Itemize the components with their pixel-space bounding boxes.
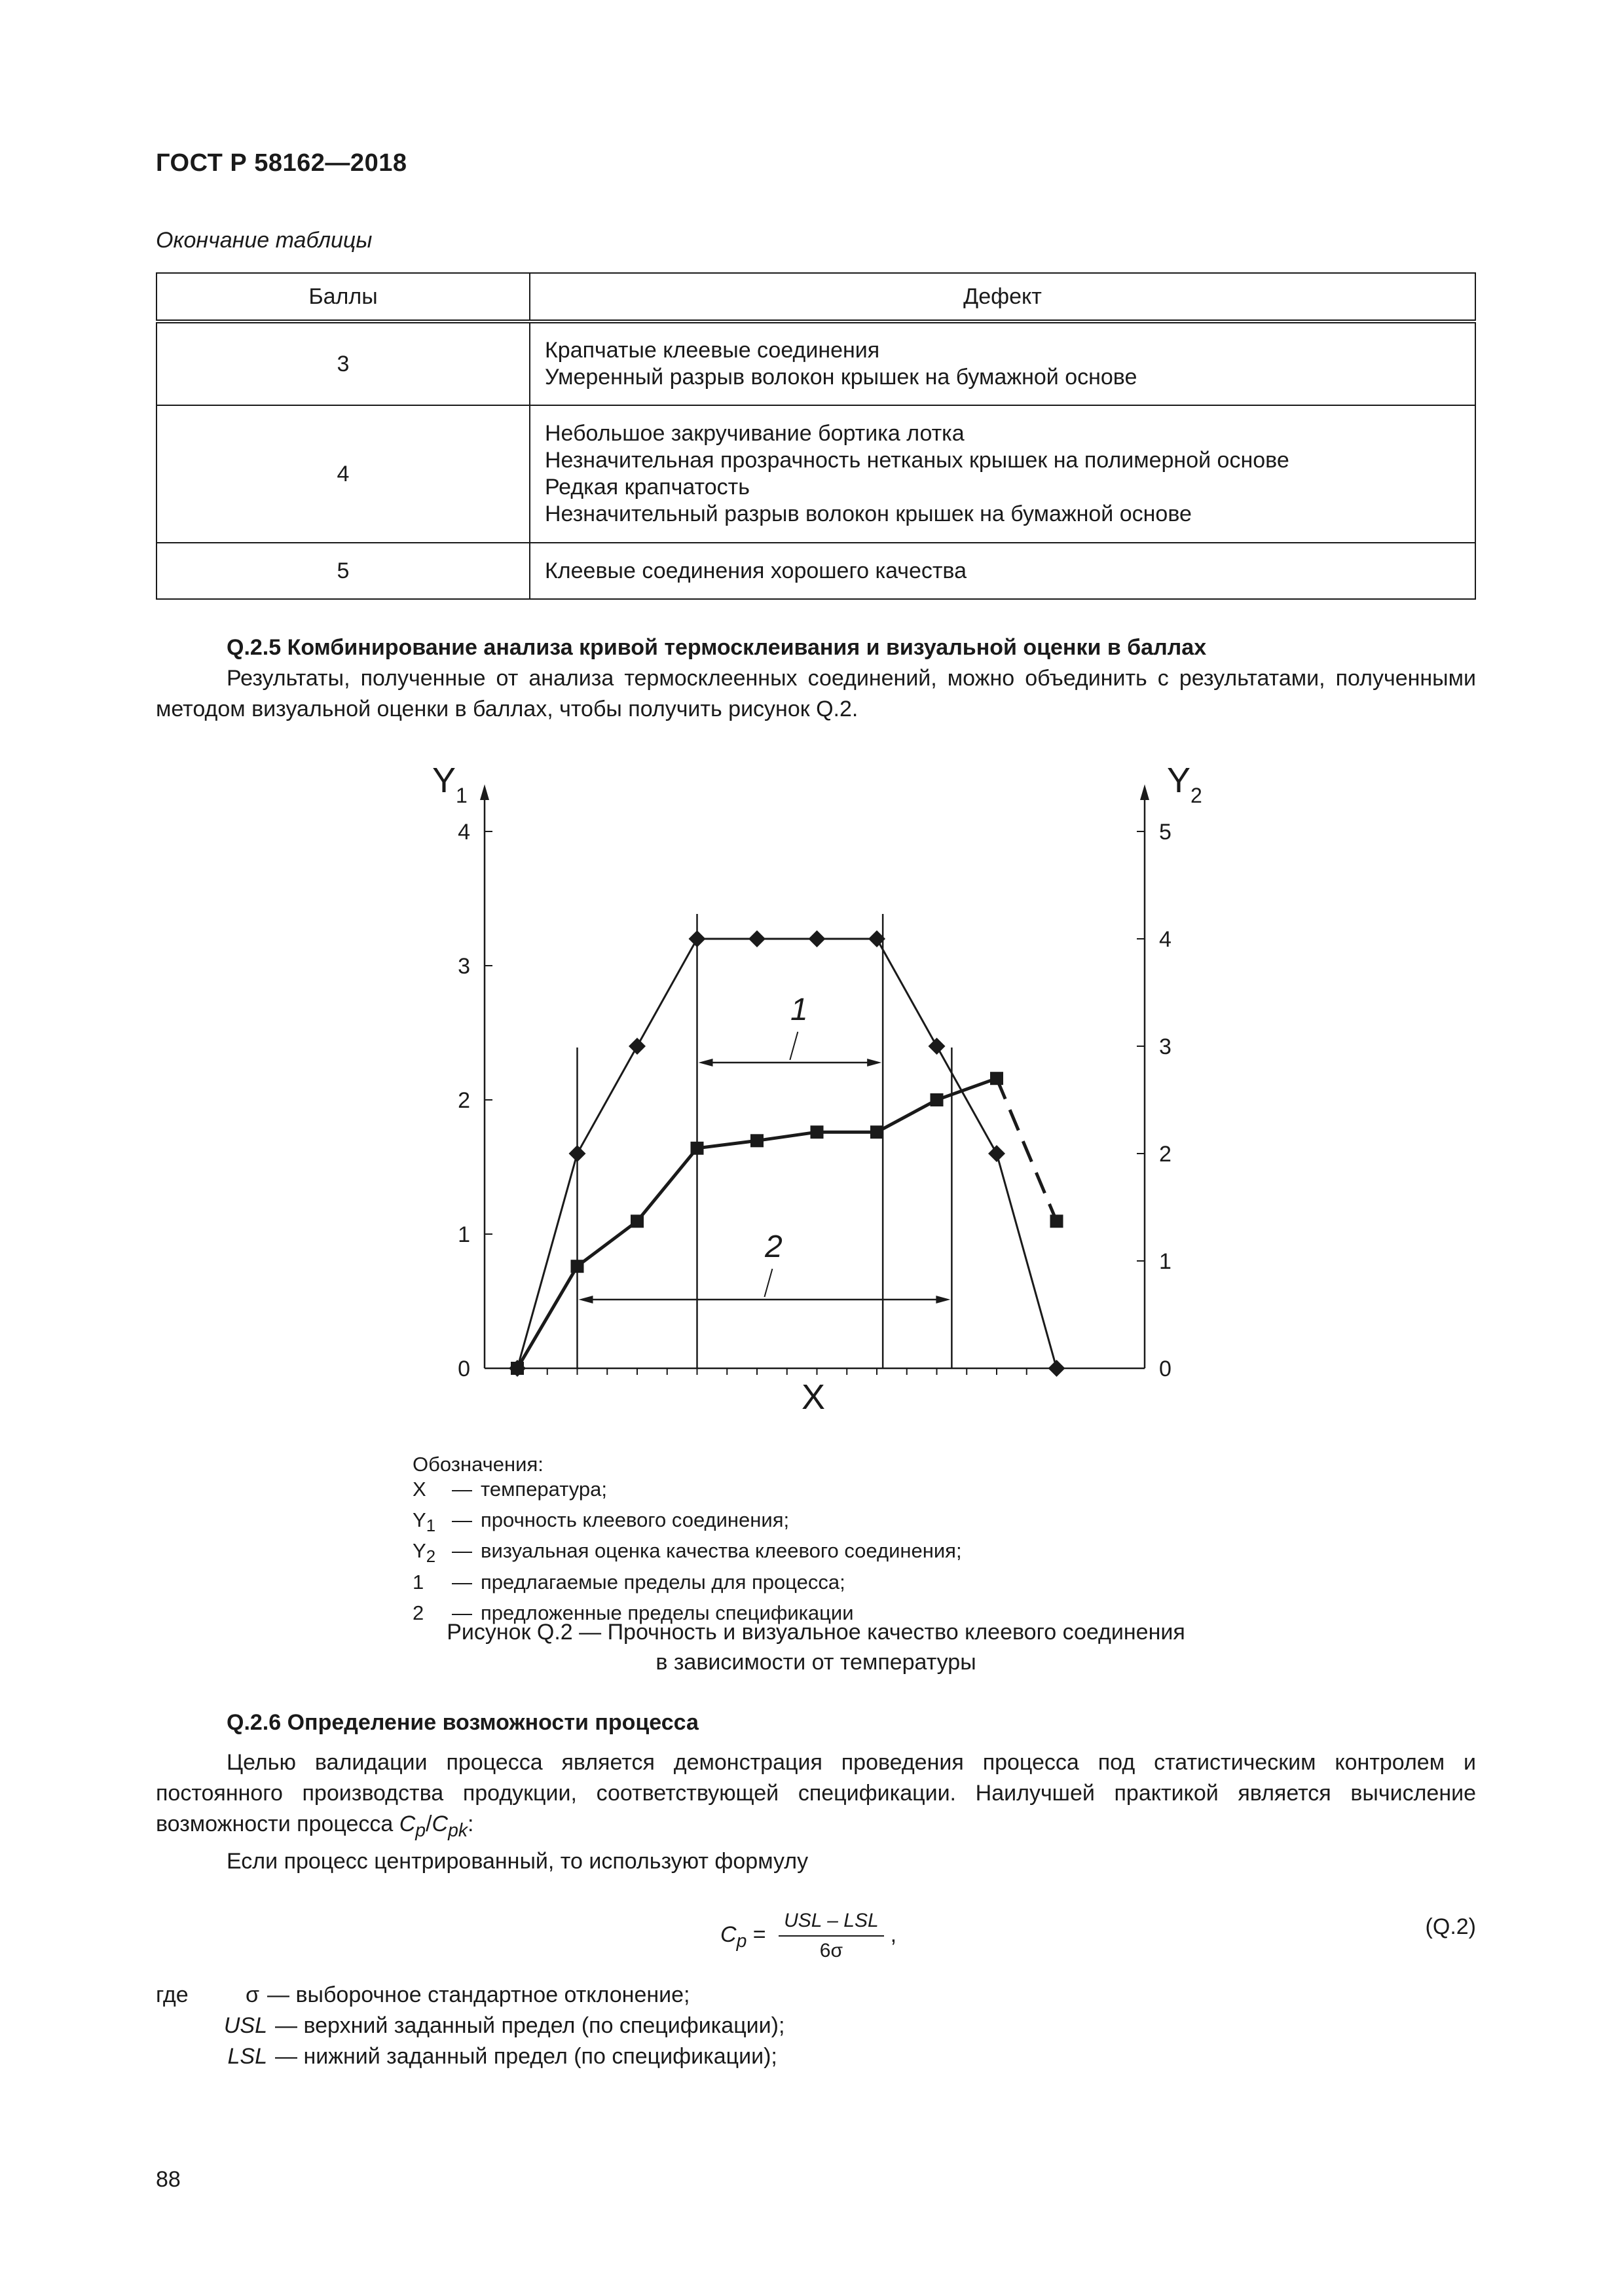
quality-dashed-line — [997, 1078, 1057, 1221]
legend-symbol: Y — [413, 1508, 426, 1532]
x-axis-label: X — [801, 1377, 826, 1417]
section-heading: Q.2.5 Комбинирование анализа кривой термосклеивания и визуальной оценки в баллах — [227, 635, 1207, 660]
score-cell: 3 — [157, 321, 530, 405]
limit-arrowhead — [867, 1059, 881, 1066]
legend-item: $Y_2$ — визуальная оценка качества клеевого соединения; — [413, 1539, 962, 1569]
legend-symbol: Y — [413, 1539, 426, 1563]
legend-symbol-sub: 2 — [426, 1548, 436, 1567]
quality-line — [517, 1078, 997, 1368]
y2-tick-label: 3 — [1159, 1034, 1172, 1059]
y2-tick-label: 2 — [1159, 1142, 1172, 1167]
quality-point — [511, 1362, 524, 1375]
definition-text: нижний заданный предел (по спецификации); — [303, 2044, 777, 2069]
formula-lhs: $C_p$ — [720, 1922, 747, 1952]
document-header: ГОСТ Р 58162—2018 — [156, 149, 407, 177]
cpk-symbol: $C_{pk}$ — [432, 1812, 468, 1841]
strength-line — [517, 939, 1057, 1368]
y2-tick-label: 1 — [1159, 1249, 1172, 1274]
strength-point — [929, 1038, 946, 1055]
chart-marks — [458, 820, 1172, 1381]
quality-point — [1050, 1214, 1063, 1228]
definition-row: где σ — выборочное стандартное отклонение; — [156, 1980, 784, 2011]
chart-legend — [413, 1452, 962, 1631]
where-lead: где — [156, 1982, 189, 2007]
strength-point — [569, 1145, 586, 1162]
y1-tick-label: 2 — [458, 1088, 470, 1113]
quality-point — [631, 1214, 644, 1228]
quality-point — [691, 1142, 704, 1155]
score-cell: 5 — [157, 543, 530, 599]
limit-arrowhead — [936, 1296, 950, 1303]
legend-item: 2 — предложенные пределы спецификации — [413, 1601, 962, 1631]
strength-point — [748, 930, 766, 947]
figure-caption-line: Рисунок Q.2 — Прочность и визуальное качество клеевого соединения — [447, 1620, 1185, 1645]
column-header-score: Баллы — [157, 273, 530, 321]
y2-tick-label: 4 — [1159, 927, 1172, 952]
legend-text: температура; — [481, 1478, 608, 1501]
legend-text: предлагаемые пределы для процесса; — [481, 1570, 845, 1594]
legend-item: X — температура; — [413, 1477, 962, 1508]
strength-point — [1048, 1360, 1065, 1377]
definition-row: LSL — нижний заданный предел (по спецификации); — [156, 2041, 784, 2072]
definition-text: выборочное стандартное отклонение; — [295, 1982, 690, 2007]
formula-denominator: 6σ — [819, 1940, 843, 1961]
defect-text: Незначительная прозрачность нетканых крышек на полимерной основе — [545, 448, 1289, 473]
defect-text: Незначительный разрыв волокон крышек на бумажной основе — [545, 501, 1192, 526]
y1-tick-label: 3 — [458, 954, 470, 979]
legend-title: Обозначения: — [413, 1453, 544, 1476]
defect-text: Редкая крапчатость — [545, 475, 750, 500]
defect-text: Небольшое закручивание бортика лотка — [545, 421, 965, 446]
chart-axes — [480, 784, 1149, 1368]
paragraph-text: Целью валидации процесса является демонстрация проведения процесса под статистическим контролем и постоянного производства продукции, соответствующей спецификации. Наилучшей практикой является вычисление возможности процесса — [156, 1750, 1476, 1836]
formula-definitions — [156, 1980, 784, 2072]
defect-text: Умеренный разрыв волокон крышек на бумажной основе — [545, 365, 1137, 390]
strength-point — [988, 1145, 1005, 1162]
y2-axis-arrow — [1140, 784, 1149, 800]
defect-text: Крапчатые клеевые соединения — [545, 338, 880, 363]
section-q26 — [156, 1707, 1476, 1877]
figure-caption — [156, 1617, 1476, 1677]
quality-point — [931, 1093, 944, 1106]
strength-point — [689, 930, 706, 947]
formula — [720, 1906, 896, 1965]
quality-point — [571, 1260, 584, 1273]
limit-label: 1 — [790, 993, 808, 1027]
score-cell: 4 — [157, 405, 530, 543]
formula-fraction — [779, 1906, 884, 1965]
paragraph: Целью валидации процесса является демонстрация проведения процесса под статистическим контролем и постоянного производства продукции, соответствующей спецификации. Наилучшей практикой является вычисление возможности процесса $C_p/C_{pk}$: — [156, 1750, 1476, 1841]
y2-tick-label: 5 — [1159, 820, 1172, 845]
strength-point — [809, 930, 826, 947]
legend-item: 1 — предлагаемые пределы для процесса; — [413, 1570, 962, 1601]
section-heading: Q.2.6 Определение возможности процесса — [227, 1710, 699, 1735]
definition-term: σ — [246, 1982, 259, 2007]
paragraph: Если процесс центрированный, то используют формулу — [227, 1848, 809, 1874]
quality-point — [990, 1072, 1003, 1085]
legend-symbol: 2 — [413, 1601, 424, 1624]
legend-text: предложенные пределы спецификации — [481, 1601, 854, 1624]
table-caption: Окончание таблицы — [156, 228, 373, 253]
formula-equals: = — [752, 1922, 766, 1947]
definition-term: LSL — [227, 2044, 267, 2069]
y2-axis-label: $Y_2$ — [1167, 761, 1202, 807]
y1-axis-arrow — [480, 784, 489, 800]
y2-tick-label: 0 — [1159, 1357, 1172, 1381]
y1-axis-label: $Y_1$ — [432, 761, 468, 807]
legend-text: визуальная оценка качества клеевого соединения; — [481, 1539, 962, 1563]
defect-text: Клеевые соединения хорошего качества — [545, 558, 967, 583]
limit-arrowhead — [699, 1059, 713, 1066]
quality-point — [870, 1125, 883, 1139]
column-header-defect: Дефект — [530, 273, 1475, 321]
legend-item: $Y_1$ — прочность клеевого соединения; — [413, 1508, 962, 1539]
figure-caption-line: в зависимости от температуры — [655, 1650, 976, 1675]
formula-comma: , — [890, 1922, 897, 1947]
y1-tick-label: 0 — [458, 1357, 470, 1381]
page-number: 88 — [156, 2167, 181, 2192]
limit-arrowhead — [579, 1296, 593, 1303]
y1-tick-label: 1 — [458, 1222, 470, 1247]
strength-point — [629, 1038, 646, 1055]
legend-symbol: X — [413, 1478, 426, 1501]
legend-text: прочность клеевого соединения; — [481, 1508, 790, 1532]
paragraph: Результаты, полученные от анализа термосклеенных соединений, можно объединить с результатами, полученными методом визуальной оценки в баллах, чтобы получить рисунок Q.2. — [156, 666, 1476, 721]
definition-text: верхний заданный предел (по спецификации); — [303, 2013, 785, 2038]
y1-tick-label: 4 — [458, 820, 470, 845]
limit-leader — [790, 1032, 798, 1060]
formula-numerator: USL – LSL — [779, 1906, 884, 1937]
definition-term: USL — [223, 2013, 267, 2038]
legend-symbol: 1 — [413, 1570, 424, 1594]
limit-leader — [764, 1269, 772, 1297]
formula-number: (Q.2) — [1425, 1914, 1476, 1939]
limit-label: 2 — [765, 1230, 783, 1264]
cp-symbol: $C_p$ — [399, 1812, 426, 1841]
legend-symbol-sub: 1 — [426, 1517, 436, 1536]
quality-point — [811, 1125, 824, 1139]
definition-row: USL — верхний заданный предел (по спецификации); — [156, 2011, 784, 2041]
quality-point — [750, 1134, 764, 1147]
